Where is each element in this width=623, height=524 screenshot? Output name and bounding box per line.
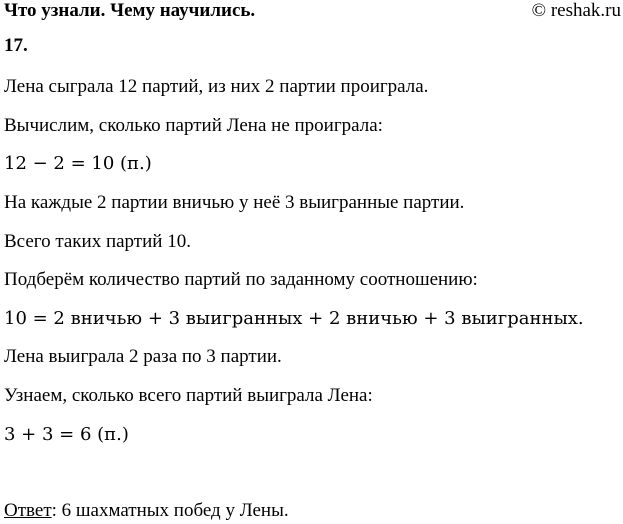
copyright-text: © reshak.ru	[531, 0, 621, 21]
solution-line-7: Узнаем, сколько всего партий выиграла Лена:	[4, 385, 373, 406]
page-header	[4, 0, 621, 24]
section-title: Что узнали. Чему научились.	[4, 0, 256, 21]
solution-line-1: Лена сыграла 12 партий, из них 2 партии проиграла.	[4, 76, 429, 97]
solution-line-2: Вычислим, сколько партий Лена не проиграла:	[4, 115, 383, 136]
answer-label: Ответ	[4, 500, 52, 521]
task-number: 17.	[4, 35, 28, 56]
solution-line-5: Подберём количество партий по заданному соотношению:	[4, 269, 478, 290]
solution-line-6: Лена выиграла 2 раза по 3 партии.	[4, 346, 282, 367]
equation-1: 12 − 2 = 10 (п.)	[4, 153, 152, 174]
solution-line-4: Всего таких партий 10.	[4, 231, 191, 252]
solution-line-3: На каждые 2 партии вничью у неё 3 выигранные партии.	[4, 192, 465, 213]
answer-text: : 6 шахматных побед у Лены.	[51, 500, 289, 521]
equation-3: 3 + 3 = 6 (п.)	[4, 424, 129, 445]
answer-line	[4, 499, 289, 523]
equation-2: 10 = 2 вничью + 3 выигранных + 2 вничью + 3 выигранных.	[4, 308, 584, 329]
